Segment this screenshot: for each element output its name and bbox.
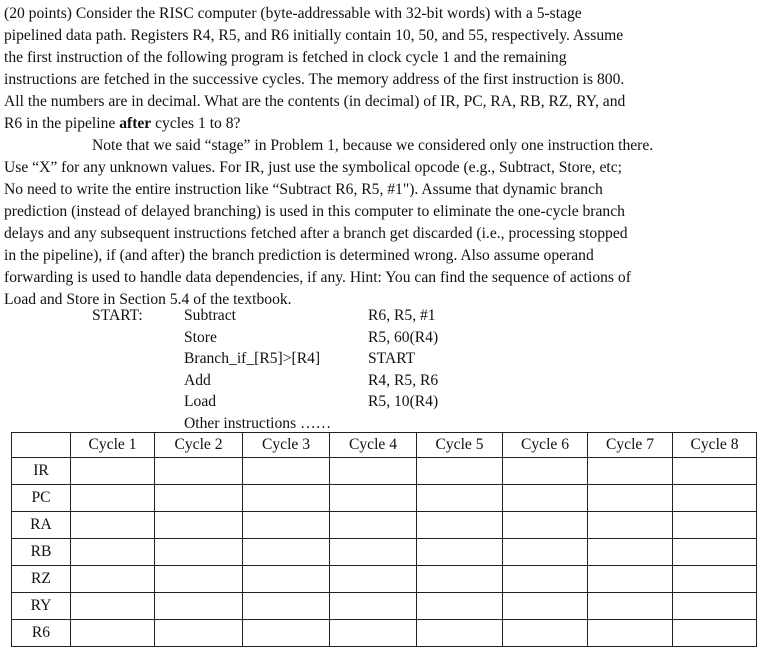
answer-cell	[673, 485, 757, 512]
answer-cell	[71, 593, 155, 620]
note-line-1: Note that we said “stage” in Problem 1, because we considered only one instruction there.	[92, 137, 654, 154]
problem-line-3: the first instruction of the following program is fetched in clock cycle 1 and the remaining	[4, 49, 567, 66]
problem-statement	[4, 3, 756, 135]
column-header: Cycle 1	[71, 433, 155, 458]
answer-cell	[673, 593, 757, 620]
instruction-args: R5, 60(R4)	[368, 328, 439, 346]
note-line-6: in the pipeline), if (and after) the branch prediction is determined wrong. Also assume operand	[4, 247, 594, 264]
answer-cell	[330, 566, 417, 593]
answer-cell	[243, 539, 330, 566]
answer-cell	[71, 539, 155, 566]
problem-line-4: instructions are fetched in the successive cycles. The memory address of the first instruction is 800.	[4, 71, 625, 88]
column-header: Cycle 7	[588, 433, 673, 458]
column-header: Cycle 6	[503, 433, 588, 458]
answer-cell	[155, 512, 243, 539]
answer-cell	[71, 620, 155, 647]
answer-cell	[330, 485, 417, 512]
table-row	[12, 458, 757, 485]
answer-cell	[588, 566, 673, 593]
answer-cell	[330, 620, 417, 647]
answer-cell	[71, 512, 155, 539]
answer-cell	[155, 458, 243, 485]
answer-cell	[673, 566, 757, 593]
problem-line-6-end: cycles 1 to 8?	[151, 115, 241, 132]
note-line-4: prediction (instead of delayed branching) is used in this computer to eliminate the one-cycle branch	[4, 203, 625, 220]
answer-cell	[71, 566, 155, 593]
instruction-args: START	[368, 350, 416, 367]
answer-cell	[503, 539, 588, 566]
note-line-3: No need to write the entire instruction like “Subtract R6, R5, #1"). Assume that dynamic branch	[4, 181, 603, 198]
table-row	[12, 539, 757, 566]
problem-line-2: pipelined data path. Registers R4, R5, and R6 initially contain 10, 50, and 55, respectively. Assume	[4, 27, 624, 44]
answer-cell	[588, 485, 673, 512]
row-header: RY	[12, 593, 71, 620]
program-row	[0, 305, 762, 327]
program-row	[0, 327, 762, 349]
row-header: PC	[12, 485, 71, 512]
corner-cell	[12, 433, 71, 458]
answer-cell	[155, 539, 243, 566]
program-row	[0, 370, 762, 392]
answer-cell	[243, 512, 330, 539]
answer-cell	[588, 620, 673, 647]
program-row	[0, 391, 762, 413]
row-header: RA	[12, 512, 71, 539]
note-line-8: Load and Store in Section 5.4 of the textbook.	[4, 291, 292, 308]
instruction-op: Branch_if_[R5]>[R4]	[184, 350, 321, 367]
instruction-args: R6, R5, #1	[368, 307, 436, 324]
table-row	[12, 593, 757, 620]
answer-cell	[417, 458, 503, 485]
column-header: Cycle 2	[155, 433, 243, 458]
answer-cell	[417, 512, 503, 539]
answer-cell	[330, 512, 417, 539]
instruction-op: Store	[184, 328, 217, 346]
answer-cell	[417, 566, 503, 593]
instruction-op: Subtract	[184, 307, 236, 324]
problem-line-6	[4, 113, 756, 135]
answer-cell	[417, 593, 503, 620]
instruction-op: Other instructions ……	[184, 414, 332, 432]
table-header-row	[12, 433, 757, 458]
answer-cell	[243, 485, 330, 512]
note-line-5: delays and any subsequent instructions fetched after a branch get discarded (i.e., processing stopped	[4, 225, 628, 242]
note-line-2: Use “X” for any unknown values. For IR, just use the symbolical opcode (e.g., Subtract, Store, etc;	[4, 159, 622, 176]
column-header: Cycle 3	[243, 433, 330, 458]
answer-cell	[588, 458, 673, 485]
table-row	[12, 620, 757, 647]
answer-cell	[155, 485, 243, 512]
answer-cell	[155, 620, 243, 647]
instruction-op: Load	[184, 393, 217, 410]
table-row	[12, 566, 757, 593]
answer-cell	[155, 566, 243, 593]
problem-line-6-start: R6 in the pipeline	[4, 115, 120, 132]
instruction-args: R5, 10(R4)	[368, 393, 439, 410]
program-label: START:	[92, 307, 143, 324]
answer-cell	[503, 485, 588, 512]
answer-cell	[503, 593, 588, 620]
answer-cell	[417, 620, 503, 647]
answer-cell	[243, 593, 330, 620]
program-row	[0, 348, 762, 370]
answer-cell	[243, 458, 330, 485]
answer-cell	[588, 512, 673, 539]
answer-cell	[673, 512, 757, 539]
answer-cell	[417, 539, 503, 566]
answer-cell	[503, 566, 588, 593]
program-listing	[0, 305, 762, 435]
pipeline-table	[11, 432, 757, 647]
problem-line-1: (20 points) Consider the RISC computer (byte-addressable with 32-bit words) with a 5-stage	[4, 5, 582, 22]
answer-cell	[673, 458, 757, 485]
problem-line-5: All the numbers are in decimal. What are the contents (in decimal) of IR, PC, RA, RB, RZ, RY, and	[4, 93, 626, 110]
row-header: RB	[12, 539, 71, 566]
note-line-7: forwarding is used to handle data dependencies, if any. Hint: You can find the sequence of actions of	[4, 269, 631, 286]
answer-cell	[673, 620, 757, 647]
instruction-args: R4, R5, R6	[368, 371, 439, 389]
problem-line-6-bold: after	[119, 115, 152, 132]
column-header: Cycle 8	[673, 433, 757, 458]
program-row	[0, 413, 762, 435]
column-header: Cycle 4	[330, 433, 417, 458]
answer-cell	[330, 458, 417, 485]
answer-cell	[503, 458, 588, 485]
answer-cell	[330, 539, 417, 566]
row-header: R6	[12, 620, 71, 647]
answer-cell	[503, 620, 588, 647]
row-header: RZ	[12, 566, 71, 593]
table-row	[12, 485, 757, 512]
answer-cell	[71, 485, 155, 512]
answer-cell	[417, 485, 503, 512]
answer-cell	[155, 593, 243, 620]
answer-cell	[588, 593, 673, 620]
answer-cell	[243, 566, 330, 593]
answer-cell	[71, 458, 155, 485]
answer-cell	[588, 539, 673, 566]
table-row	[12, 512, 757, 539]
answer-cell	[330, 593, 417, 620]
answer-cell	[503, 512, 588, 539]
column-header: Cycle 5	[417, 433, 503, 458]
instruction-op: Add	[184, 371, 211, 389]
note-paragraph	[4, 135, 756, 311]
answer-cell	[673, 539, 757, 566]
answer-cell	[243, 620, 330, 647]
row-header: IR	[12, 458, 71, 485]
